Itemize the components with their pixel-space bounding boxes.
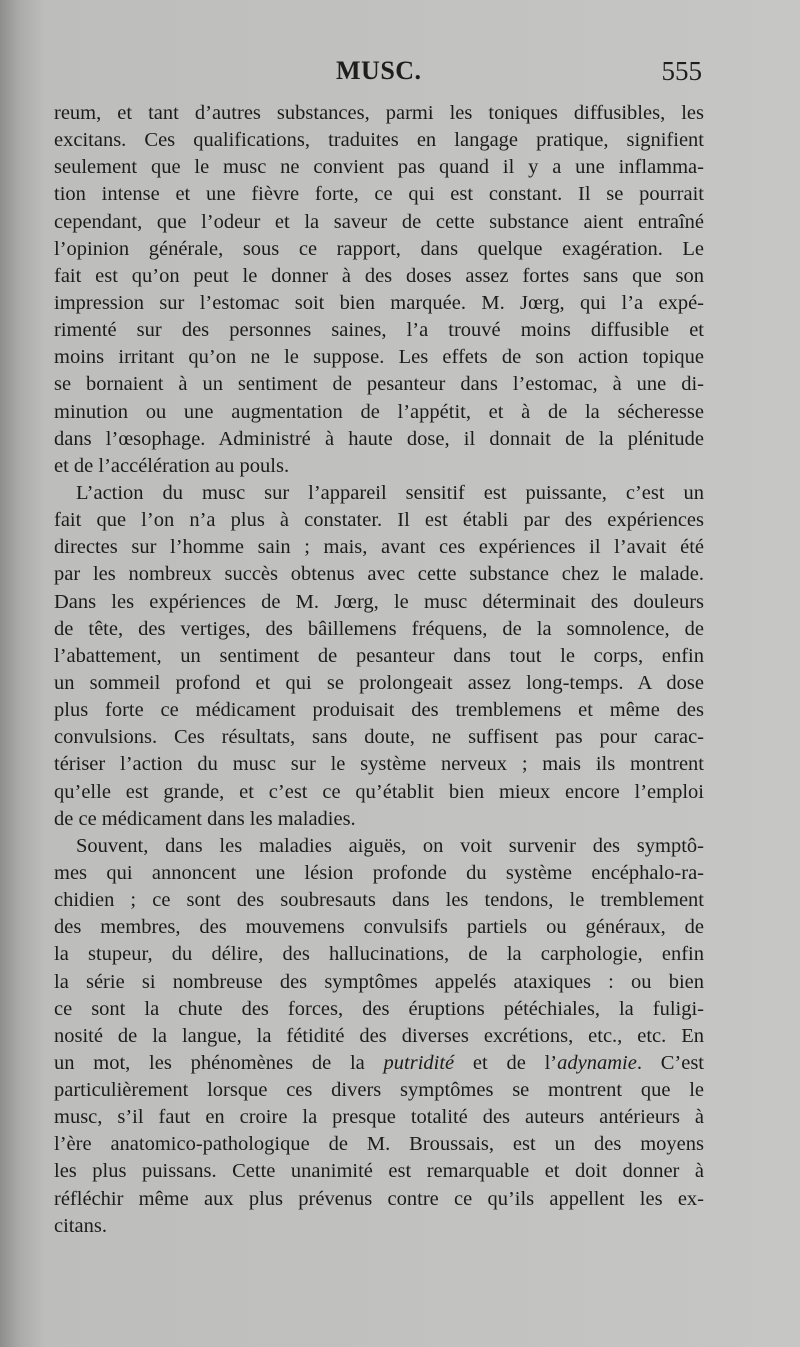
text-line: musc, s’il faut en croire la presque totalité des auteurs antérieurs à <box>54 1106 704 1129</box>
text-line: ce sont la chute des forces, des éruptions pétéchiales, la fuligi- <box>54 997 704 1020</box>
text-line: de ce médicament dans les maladies. <box>54 807 356 830</box>
text-line: excitans. Ces qualifications, traduites en langage pratique, signifient <box>54 129 704 152</box>
text-line: convulsions. Ces résultats, sans doute, ne suffisent pas pour carac- <box>54 726 704 749</box>
text-line: fait est qu’on peut le donner à des doses assez fortes sans que son <box>54 264 704 287</box>
text-line: Souvent, dans les maladies aiguës, on voit survenir des symptô- <box>76 834 704 857</box>
text-line: la série si nombreuse des symptômes appelés ataxiques : ou bien <box>54 970 704 993</box>
text-line: rimenté sur des personnes saines, l’a trouvé moins diffusible et <box>54 319 704 342</box>
text-fragment: un mot, les phénomènes de la <box>54 1051 384 1074</box>
body-text <box>54 100 704 1240</box>
text-line: directes sur l’homme sain ; mais, avant ces expériences il l’avait été <box>54 536 704 559</box>
text-line: particulièrement lorsque ces divers symptômes se montrent que le <box>54 1079 704 1102</box>
italic-term-putridite: putridité <box>383 1051 455 1074</box>
text-line: un sommeil profond et qui se prolongeait assez long-temps. A dose <box>54 671 704 694</box>
running-title: MUSC. <box>336 56 422 85</box>
text-line: par les nombreux succès obtenus avec cette substance chez le malade. <box>54 563 704 586</box>
text-line: impression sur l’estomac soit bien marquée. M. Jœrg, qui l’a expé- <box>54 291 704 314</box>
text-line-with-italics <box>54 1050 704 1077</box>
text-line: L’action du musc sur l’appareil sensitif est puissante, c’est un <box>76 481 704 504</box>
text-line: mes qui annoncent une lésion profonde du système encéphalo-ra- <box>54 861 704 884</box>
text-line: minution ou une augmentation de l’appétit, et à de la sécheresse <box>54 400 704 423</box>
text-line: des membres, des mouvemens convulsifs partiels ou généraux, de <box>54 916 704 939</box>
text-line: qu’elle est grande, et c’est ce qu’établit bien mieux encore l’emploi <box>54 780 704 803</box>
text-line: moins irritant qu’on ne le suppose. Les effets de son action topique <box>54 346 704 369</box>
text-line: de tête, des vertiges, des bâillemens fréquens, de la somnolence, de <box>54 617 704 640</box>
text-fragment: et de l’ <box>454 1051 558 1074</box>
text-line: l’ère anatomico-pathologique de M. Broussais, est un des moyens <box>54 1133 704 1156</box>
text-line: les plus puissans. Cette unanimité est remarquable et doit donner à <box>54 1160 704 1183</box>
text-line: fait que l’on n’a plus à constater. Il est établi par des expériences <box>54 509 704 532</box>
text-line: tion intense et une fièvre forte, ce qui est constant. Il se pourrait <box>54 183 704 206</box>
text-line: plus forte ce médicament produisait des tremblemens et même des <box>54 699 704 722</box>
text-line: citans. <box>54 1214 107 1237</box>
text-line: dans l’œsophage. Administré à haute dose, il donnait de la plénitude <box>54 427 704 450</box>
text-line: réfléchir même aux plus prévenus contre ce qu’ils appellent les ex- <box>54 1187 704 1210</box>
text-line: Dans les expériences de M. Jœrg, le musc déterminait des douleurs <box>54 590 704 613</box>
text-line: tériser l’action du musc sur le système nerveux ; mais ils montrent <box>54 753 704 776</box>
text-line: reum, et tant d’autres substances, parmi les toniques diffusibles, les <box>54 102 704 124</box>
text-line: cependant, que l’odeur et la saveur de cette substance aient entraîné <box>54 210 704 233</box>
text-line: seulement que le musc ne convient pas quand il y a une inflamma- <box>54 156 704 179</box>
text-line: l’opinion générale, sous ce rapport, dans quelque exagération. Le <box>54 237 704 260</box>
text-line: se bornaient à un sentiment de pesanteur dans l’estomac, à une di- <box>54 373 704 396</box>
text-line: chidien ; ce sont des soubresauts dans les tendons, le tremblement <box>54 889 704 912</box>
page-number: 555 <box>661 56 702 86</box>
italic-term-adynamie: adynamie <box>557 1051 637 1074</box>
text-line: l’abattement, un sentiment de pesanteur dans tout le corps, enfin <box>54 644 704 667</box>
running-head <box>54 56 702 90</box>
text-line: la stupeur, du délire, des hallucinations, de la carphologie, enfin <box>54 943 704 966</box>
text-line: nosité de la langue, la fétidité des diverses excrétions, etc., etc. En <box>54 1024 704 1047</box>
text-line: et de l’accélération au pouls. <box>54 454 290 477</box>
text-fragment: . C’est <box>636 1051 704 1074</box>
